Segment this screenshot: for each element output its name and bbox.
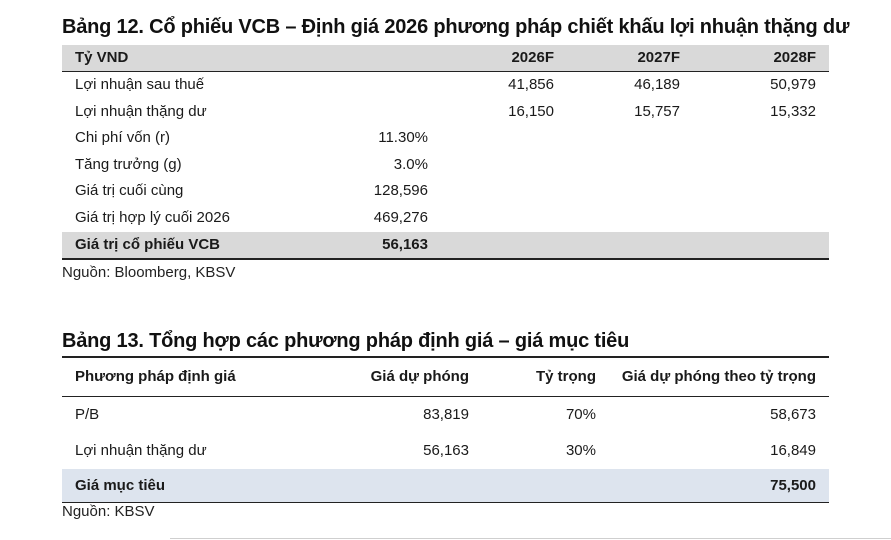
row-label: Giá trị cuối cùng [75,182,184,200]
row-label: Lợi nhuận sau thuế [75,76,205,93]
total-row [62,469,829,503]
header-2028f: 2028F [773,49,816,66]
value-2026f: 41,856 [508,76,554,93]
weighted-value: 58,673 [770,406,816,423]
total-row [62,232,829,260]
table-12-title: Bảng 12. Cổ phiếu VCB – Định giá 2026 phương pháp chiết khấu lợi nhuận thặng dư [62,16,850,38]
table-row [62,205,829,232]
value-2028f: 15,332 [770,102,816,120]
row-label: Tăng trưởng (g) [75,155,182,173]
total-label: Giá trị cổ phiếu VCB [75,235,221,253]
row-label: Lợi nhuận thặng dư [75,102,207,120]
table-row [62,125,829,152]
row-value: 128,596 [373,182,428,200]
header-2026f: 2026F [511,49,554,66]
projected-value: 83,819 [423,406,469,423]
header-method: Phương pháp định giá [75,368,236,385]
table-row [62,152,829,179]
value-2028f: 50,979 [770,76,816,93]
table-header [62,358,829,397]
table-13-source: Nguồn: KBSV [62,503,155,520]
value-2026f: 16,150 [508,102,554,120]
total-value: 56,163 [382,235,428,253]
method-label: Lợi nhuận thặng dư [75,442,207,459]
projected-value: 56,163 [423,442,469,459]
header-weight: Tỷ trọng [536,368,596,385]
table-row [62,99,829,126]
table-row [62,397,829,433]
row-value: 469,276 [373,208,428,226]
row-value: 11.30% [378,129,428,147]
table-header [62,45,829,72]
table-12-source: Nguồn: Bloomberg, KBSV [62,264,236,281]
header-unit: Tỷ VND [75,49,129,66]
table-13 [62,356,829,503]
total-label: Giá mục tiêu [75,477,166,494]
header-projected: Giá dự phóng [370,368,469,385]
weight-value: 70% [565,406,596,423]
row-value: 3.0% [393,155,428,173]
value-2027f: 46,189 [634,76,680,93]
header-2027f: 2027F [637,49,680,66]
value-2027f: 15,757 [634,102,680,120]
table-row [62,178,829,205]
row-label: Chi phí vốn (r) [75,129,171,147]
table-13-title: Bảng 13. Tổng hợp các phương pháp định giá – giá mục tiêu [62,330,630,352]
row-label: Giá trị hợp lý cuối 2026 [75,208,230,226]
weight-value: 30% [565,442,596,459]
method-label: P/B [75,406,100,423]
table-row [62,433,829,469]
table-row [62,72,829,99]
total-value: 75,500 [770,477,816,494]
divider [170,538,891,539]
header-weighted: Giá dự phóng theo tỷ trọng [621,368,816,385]
weighted-value: 16,849 [770,442,816,459]
table-12 [62,45,829,260]
